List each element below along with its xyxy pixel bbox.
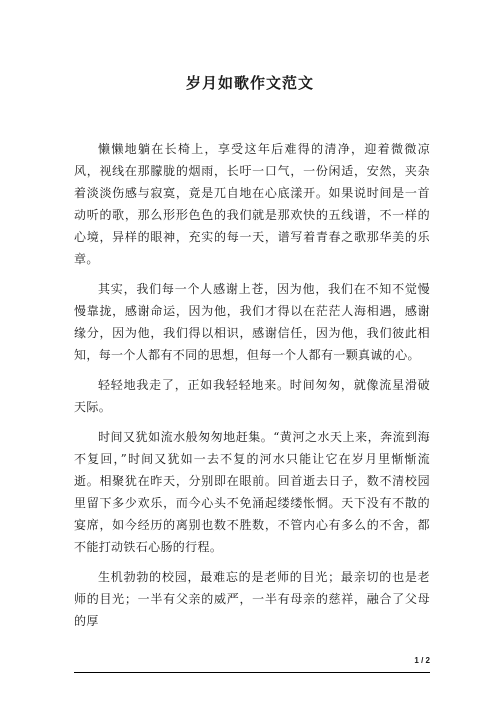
footer-divider (74, 672, 430, 673)
paragraph: 其实，我们每一个人感谢上苍，因为他，我们在不知不觉慢慢靠拢，感谢命运，因为他，我们才得以在茫茫人海相遇，感谢缘分，因为他，我们得以相识，感谢信任，因为他，我们彼此相知，每一个人都有不同的思想，但每一个人都有一颗真诚的心。 (74, 282, 430, 362)
paragraph: 时间又犹如流水般匆匆地赶集。“黄河之水天上来，奔流到海不复回，”时间又犹如一去不复的河水只能让它在岁月里惭惭流逝。相聚犹在昨天，分别即在眼前。回首逝去日子，数不清校园里留下多少欢乐，而今心头不免涌起缕缕怅惘。天下没有不散的宴席，如今经历的离别也数不胜数，不管内心有多么的不舍，都不能打动铁石心肠的行程。 (74, 430, 430, 554)
document-title: 岁月如歌作文范文 (185, 74, 314, 92)
paragraph: 轻轻地我走了，正如我轻轻地来。时间匆匆，就像流星滑破天际。 (74, 378, 430, 414)
paragraph: 懒懒地躺在长椅上，享受这年后难得的清净，迎着微微凉风，视线在那朦胧的烟雨，长吁一口气，一份闲适，安然，夹杂着淡淡伤感与寂寞，竟是兀自地在心底漾开。如果说时间是一首动听的歌，那么形形色色的我们就是那欢快的五线谱，不一样的心境，异样的眼神，充实的每一天，谱写着青春之歌那华美的乐章。 (74, 142, 430, 266)
document-body (74, 138, 430, 640)
page-number: 1 / 2 (414, 656, 430, 665)
paragraph: 生机勃勃的校园，最难忘的是老师的目光；最亲切的也是老师的目光；一半有父亲的威严，一半有母亲的慈祥，融合了父母的厚 (74, 570, 430, 628)
